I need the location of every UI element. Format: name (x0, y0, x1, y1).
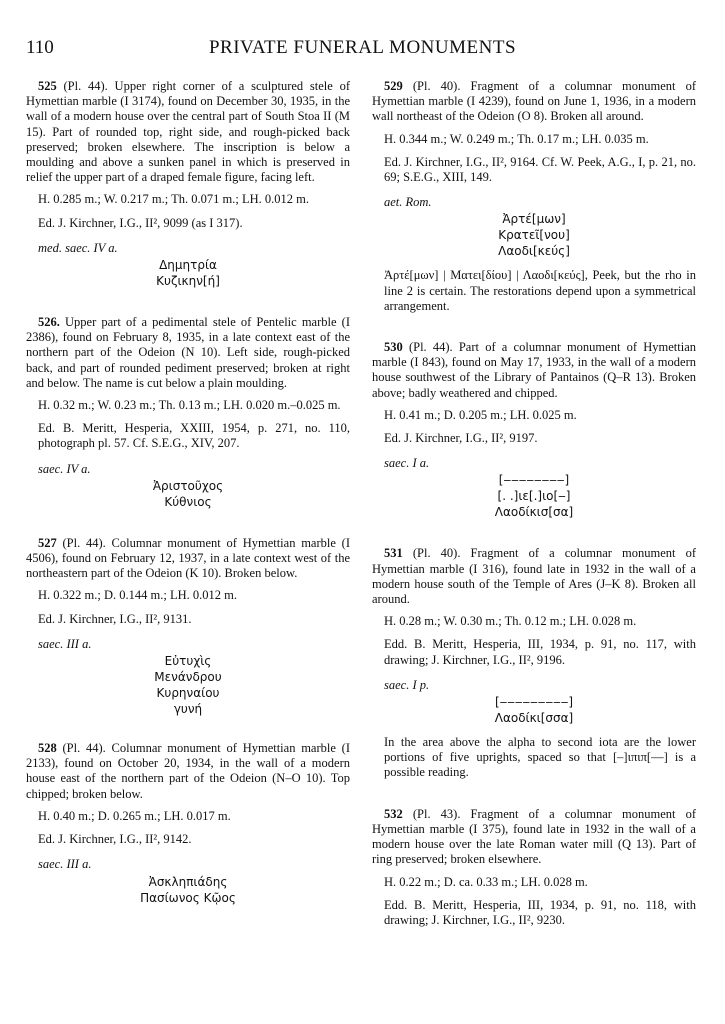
entry-description: (Pl. 40). Fragment of a columnar monument of Hymettian marble (I 4239), found on June 1, 1936, in a modern wall northeast of the Odeion (O 8). Broken all around. (372, 79, 697, 124)
page-number: 110 (26, 37, 54, 58)
date: saec. I p. (384, 677, 430, 692)
entry-529 (372, 79, 696, 314)
entry-528 (26, 741, 350, 905)
edition: Ed. J. Kirchner, I.G., II², 9164. Cf. W. Peek, A.G., I, p. 21, no. 69; S.E.G., XIII, 149. (384, 154, 696, 185)
inscription (372, 694, 696, 726)
inscription-line: Πασίωνος Κῷος (140, 890, 236, 905)
inscription-line: [‒‒‒‒‒‒‒‒‒] (494, 695, 574, 710)
commentary: In the area above the alpha to second iota are the lower portions of five uprights, spaced so that [‒]ιπιπ[‒‒] is a possible reading. (384, 735, 696, 780)
entry-532 (372, 807, 696, 928)
entry-description: (Pl. 44). Upper right corner of a sculptured stele of Hymettian marble (I 3174), found on December 30, 1935, in the wall of a modern house over the central part of South Stoa II (M 15). Part of rounded top, right side, and rough-picked back preserved; broken elsewhere. The inscription is below a moulding and above a sunken panel in which is preserved in relief the upper part of a draped female figure, facing left. (26, 79, 350, 185)
inscription-line: [. .]ιε[.]ιο[‒] (497, 489, 571, 504)
inscription (26, 257, 350, 289)
date: aet. Rom. (384, 195, 432, 210)
measurements: H. 0.22 m.; D. ca. 0.33 m.; LH. 0.028 m. (384, 874, 588, 889)
inscription-line: Ἀρτέ[μων] (502, 212, 566, 227)
inscription-line: Κύθνιος (164, 494, 212, 509)
inscription-line: Κυζικην[ή] (156, 274, 220, 289)
commentary: Ἀρτέ[μων] | Ματει[δίου] | Λαοδι[κεύς], Peek, but the rho in line 2 is certain. The restorations depend upon a symmetrical arrangement. (384, 268, 696, 313)
inscription-line: Λαοδι[κεύς] (498, 244, 570, 259)
entry-description: (Pl. 44). Columnar monument of Hymettian marble (I 2133), found on October 20, 1934, in the wall of a modern house east of the northern part of the Odeion (N–O 10). Top chipped; broken below. (26, 741, 351, 801)
inscription-line: [‒‒‒‒‒‒‒‒] (498, 473, 570, 488)
edition: Ed. J. Kirchner, I.G., II², 9131. (38, 611, 192, 626)
date: saec. III a. (38, 857, 92, 872)
edition: Ed. J. Kirchner, I.G., II², 9142. (38, 832, 192, 847)
entry-531 (372, 546, 696, 780)
entry-description: (Pl. 40). Fragment of a columnar monument of Hymettian marble (I 316), found late in 1932 in the wall of a modern house south of the Temple of Ares (J–K 8). Broken all around. (372, 546, 697, 607)
entry-description: Upper part of a pedimental stele of Pentelic marble (I 2386), found on February 8, 1935, in a late context east of the northern part of the Odeion (N 10). Left side, rough-picked back, and part of rounded pediment preserved; broken at right and below. The name is cut below a plain moulding. (26, 315, 350, 390)
inscription-line: Ἀσκληπιάδης (148, 874, 228, 889)
edition: Ed. J. Kirchner, I.G., II², 9099 (as I 317). (38, 215, 243, 230)
measurements: H. 0.344 m.; W. 0.249 m.; Th. 0.17 m.; LH. 0.035 m. (384, 131, 649, 146)
inscription-line: Ἀριστοῦχος (152, 478, 224, 493)
running-title: PRIVATE FUNERAL MONUMENTS (208, 37, 517, 58)
inscription-line: Εὐτυχὶς (164, 654, 212, 669)
right-column (372, 79, 696, 928)
entry-530 (372, 340, 696, 520)
entry-number: 532 (384, 806, 403, 821)
edition: Ed. B. Meritt, Hesperia, XXIII, 1954, p. 271, no. 110, photograph pl. 57. Cf. S.E.G., XIV, 207. (38, 421, 350, 451)
inscription (26, 653, 350, 717)
entry-number: 529 (384, 79, 403, 93)
inscription (26, 874, 350, 906)
entry-number: 528 (38, 741, 57, 756)
edition: Ed. J. Kirchner, I.G., II², 9197. (384, 431, 538, 446)
inscription-line: γυνή (173, 702, 203, 717)
entry-description: (Pl. 44). Part of a columnar monument of Hymettian marble (I 843), found on May 17, 1933, in the wall of a modern house southwest of the Library of Pantainos (Q–R 13). Broken above; badly weathered and chipped. (372, 340, 696, 400)
date: med. saec. IV a. (38, 240, 118, 255)
entry-number: 526. (38, 315, 60, 330)
entry-526 (26, 315, 350, 510)
entry-description: (Pl. 44). Columnar monument of Hymettian marble (I 4506), found on February 12, 1937, in a late context west of the northeastern part of the Odeion (K 10). Broken below. (26, 535, 351, 581)
measurements: H. 0.28 m.; W. 0.30 m.; Th. 0.12 m.; LH. 0.028 m. (384, 614, 637, 629)
page-header (26, 37, 699, 62)
inscription (26, 478, 350, 510)
inscription (372, 472, 696, 520)
measurements: H. 0.322 m.; D. 0.144 m.; LH. 0.012 m. (38, 588, 237, 603)
entry-number: 525 (38, 79, 57, 93)
entry-number: 530 (384, 340, 403, 355)
inscription-line: Λαοδίκι[σσα] (494, 711, 574, 726)
inscription-line: Μενάνδρου (154, 670, 222, 685)
entry-description: (Pl. 43). Fragment of a columnar monument of Hymettian marble (I 375), found late in 1932 in the wall of a modern house over the late Roman water mill (Q 13). Part of ring preserved; broken elsewhere. (372, 806, 697, 867)
inscription-line: Δημητρία (159, 258, 217, 273)
entry-number: 527 (38, 535, 57, 550)
inscription-line: Λαοδίκισ[σα] (494, 505, 574, 520)
date: saec. III a. (38, 636, 92, 651)
entry-number: 531 (384, 546, 403, 561)
edition: Edd. B. Meritt, Hesperia, III, 1934, p. 91, no. 118, with drawing; J. Kirchner, I.G., II², 9230. (384, 897, 696, 927)
measurements: H. 0.41 m.; D. 0.205 m.; LH. 0.025 m. (384, 407, 577, 422)
inscription (372, 211, 696, 259)
date: saec. I a. (384, 456, 430, 471)
edition: Edd. B. Meritt, Hesperia, III, 1934, p. 91, no. 117, with drawing; J. Kirchner, I.G., II², 9196. (384, 637, 696, 667)
inscription-line: Κρατεῖ[νου] (498, 228, 570, 243)
measurements: H. 0.32 m.; W. 0.23 m.; Th. 0.13 m.; LH. 0.020 m.–0.025 m. (38, 398, 341, 413)
date: saec. IV a. (38, 461, 91, 476)
left-column (26, 79, 350, 906)
inscription-line: Κυρηναίου (156, 686, 220, 701)
entry-525 (26, 79, 350, 289)
measurements: H. 0.40 m.; D. 0.265 m.; LH. 0.017 m. (38, 808, 231, 823)
entry-527 (26, 536, 350, 717)
measurements: H. 0.285 m.; W. 0.217 m.; Th. 0.071 m.; LH. 0.012 m. (38, 192, 309, 207)
